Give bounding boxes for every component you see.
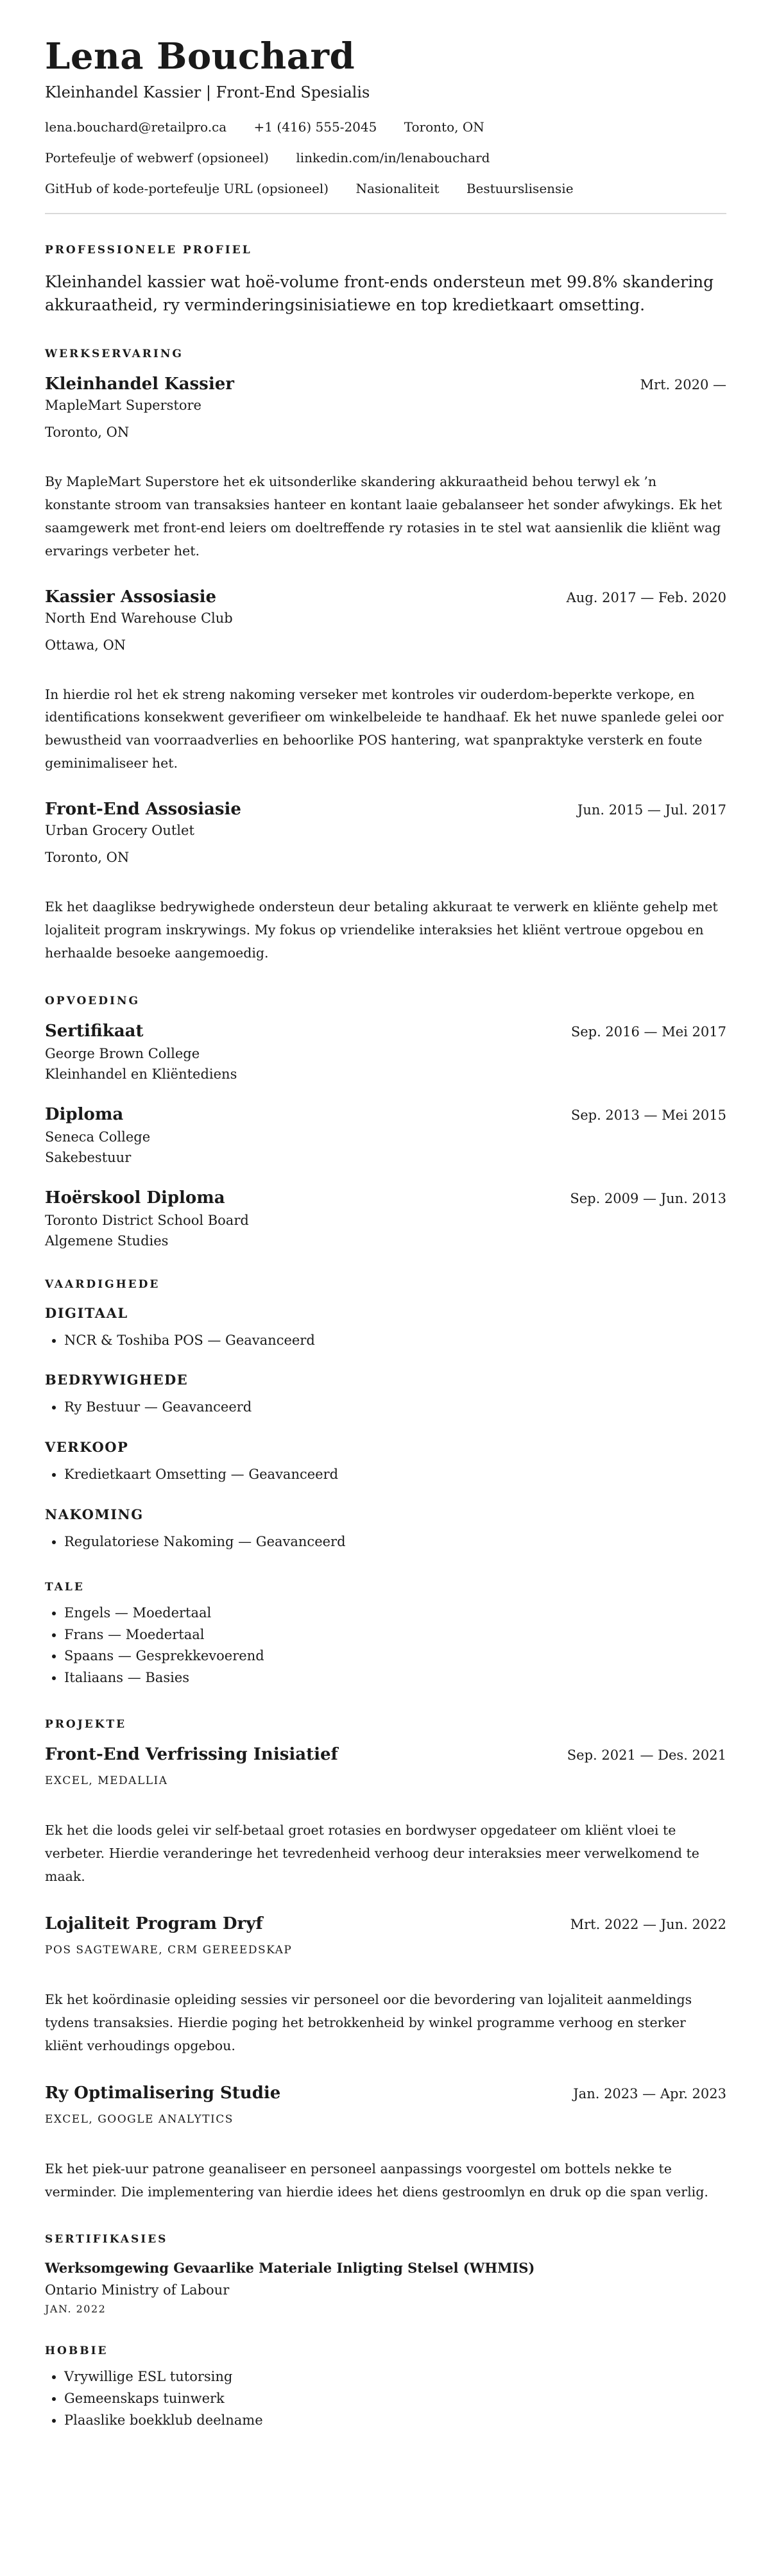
education-date: Sep. 2013 — Mei 2015 <box>570 1107 726 1123</box>
degree-title: Diploma <box>45 1104 124 1124</box>
skill-group-title: VERKOOP <box>45 1438 129 1455</box>
project-description: Ek het koördinasie opleiding sessies vir personeel oor die bevordering van lojaliteit aanmeldings tydens transaksies. Hierdie poging het betrokkenheid by winkel programme verhoog en sterker kliënt verhoudings opgebou. <box>45 1992 692 2053</box>
project-tech: EXCEL, MEDALLIA <box>45 1774 168 1788</box>
experience-section-title: WERKSERVARING <box>45 348 184 361</box>
project-tech: POS SAGTEWARE, CRM GEREEDSKAP <box>45 1944 293 1957</box>
project-entry <box>45 1745 726 1889</box>
skill-group <box>45 1439 726 1486</box>
skill-group-title: BEDRYWIGHEDE <box>45 1372 189 1388</box>
job-company: MapleMart Superstore <box>45 398 201 414</box>
header-divider <box>45 213 726 214</box>
project-title: Front-End Verfrissing Inisiatief <box>45 1745 338 1765</box>
field-of-study: Sakebestuur <box>45 1149 132 1165</box>
location: Toronto, ON <box>404 119 484 135</box>
school-name: Toronto District School Board <box>45 1212 249 1228</box>
certification-issuer: Ontario Ministry of Labour <box>45 2282 230 2298</box>
degree-title: Hoërskool Diploma <box>45 1188 225 1208</box>
project-description: Ek het piek-uur patrone geanaliseer en personeel aanpassings voorgestel om bottels nekke te verminder. Die implementering van hierdie idees het diens gestroomlyn en druk op die span verlig. <box>45 2160 708 2200</box>
skill-group-title: NAKOMING <box>45 1506 144 1522</box>
skill-group <box>45 1506 726 1553</box>
education-entry <box>45 1022 726 1082</box>
job-description: By MapleMart Superstore het ek uitsonderlike skandering akkuraatheid behou terwyl ek ’n konstante stroom van transaksies hanteer en kontant laaie gebalanseer het sonder afwykings. Ek het saamgewerk met front-end leiers om doeltreffende ry rotasies in te stel wat aansienlik die kliënt wag ervarings verbeter het. <box>45 474 723 559</box>
job-description: Ek het daaglikse bedrywighede ondersteun deur betaling akkuraat te verwerk en kliënte gehelp met lojaliteit program inskrywings. My fokus op vriendelike interaksies het kliënt vertroue opgebou en herhaalde besoeke aangemoedig. <box>45 899 718 961</box>
certifications-section-title: SERTIFIKASIES <box>45 2233 168 2246</box>
project-description: Ek het die loods gelei vir self-betaal groet rotasies en bordwyser opgedateer om kliënt vloei te verbeter. Hierdie veranderinge het tevredenheid verhoog deur interaksies meer verwelkomend te maak. <box>45 1823 699 1885</box>
job-location: Ottawa, ON <box>45 637 126 653</box>
language-item: • Italiaans — Basies <box>64 1667 726 1689</box>
education-section-title: OPVOEDING <box>45 994 141 1007</box>
profile-section-title: PROFESSIONELE PROFIEL <box>45 243 252 257</box>
language-item: • Engels — Moedertaal <box>64 1603 726 1624</box>
skill-group-title: DIGITAAL <box>45 1304 128 1321</box>
hobbies-section <box>45 2344 726 2431</box>
job-date: Jun. 2015 — Jul. 2017 <box>577 802 726 818</box>
job-date: Mrt. 2020 — <box>640 377 726 393</box>
job-title: Kassier Assosiasie <box>45 587 217 607</box>
job-company: North End Warehouse Club <box>45 610 233 626</box>
degree-title: Sertifikaat <box>45 1021 144 1041</box>
profile-summary: Kleinhandel kassier wat hoë-volume front-ends ondersteun met 99.8% skandering akkuraatheid, ry verminderingsinisiatiewe en top kredietkaart omsetting. <box>45 272 714 314</box>
project-title: Lojaliteit Program Dryf <box>45 1914 263 1934</box>
phone: +1 (416) 555-2045 <box>253 119 377 135</box>
hobby-item: • Plaaslike boekklub deelname <box>64 2410 726 2432</box>
education-entry <box>45 1188 726 1249</box>
skill-item: • Regulatoriese Nakoming — Geavanceerd <box>64 1531 726 1553</box>
project-date: Jan. 2023 — Apr. 2023 <box>573 2085 726 2101</box>
portfolio-link: Portefeulje of webwerf (opsioneel) <box>45 149 269 165</box>
skill-item: • Kredietkaart Omsetting — Geavanceerd <box>64 1464 726 1486</box>
project-date: Sep. 2021 — Des. 2021 <box>567 1747 726 1764</box>
links-line <box>45 150 726 165</box>
certification-name: Werksomgewing Gevaarlike Materiale Inligting Stelsel (WHMIS) <box>45 2260 535 2277</box>
languages-section-title: TALE <box>45 1581 85 1594</box>
skill-group <box>45 1372 726 1418</box>
contact-line <box>45 119 726 135</box>
languages-section <box>45 1581 726 1688</box>
job-location: Toronto, ON <box>45 425 130 441</box>
project-tech: EXCEL, GOOGLE ANALYTICS <box>45 2112 234 2126</box>
job-entry <box>45 375 726 563</box>
nationality: Nasionaliteit <box>355 180 440 196</box>
language-item: • Frans — Moedertaal <box>64 1624 726 1646</box>
drivers-license: Bestuurslisensie <box>466 180 574 196</box>
hobby-item: • Vrywillige ESL tutorsing <box>64 2366 726 2388</box>
language-item: • Spaans — Gesprekkevoerend <box>64 1646 726 1667</box>
headline: Kleinhandel Kassier | Front-End Spesialis <box>45 83 370 101</box>
job-date: Aug. 2017 — Feb. 2020 <box>566 589 726 605</box>
skill-item: • NCR & Toshiba POS — Geavanceerd <box>64 1330 726 1352</box>
job-company: Urban Grocery Outlet <box>45 823 194 839</box>
job-title: Kleinhandel Kassier <box>45 375 234 394</box>
school-name: George Brown College <box>45 1045 200 1061</box>
extras-line <box>45 181 726 196</box>
project-entry <box>45 2084 726 2204</box>
project-date: Mrt. 2022 — Jun. 2022 <box>570 1917 726 1933</box>
skill-item: • Ry Bestuur — Geavanceerd <box>64 1397 726 1418</box>
job-entry <box>45 587 726 776</box>
job-title: Front-End Assosiasie <box>45 800 241 820</box>
certifications-section <box>45 2233 726 2315</box>
project-entry <box>45 1914 726 2058</box>
job-entry <box>45 800 726 965</box>
resume-header <box>45 37 726 196</box>
skills-section-title: VAARDIGHEDE <box>45 1277 160 1291</box>
skill-group <box>45 1305 726 1352</box>
hobbies-section-title: HOBBIE <box>45 2344 108 2358</box>
hobby-item: • Gemeenskaps tuinwerk <box>64 2388 726 2410</box>
email: lena.bouchard@retailpro.ca <box>45 119 227 135</box>
education-date: Sep. 2009 — Jun. 2013 <box>570 1190 726 1206</box>
certification-date: JAN. 2022 <box>45 2303 107 2316</box>
job-description: In hierdie rol het ek streng nakoming verseker met kontroles vir ouderdom-beperkte verkope, en identifications konsekwent geverifieer om winkelbeleide te handhaaf. Ek het nuwe spanlede gelei oor bewustheid van voorraadverlies en behoorlike POS hantering, wat spanpraktyke versterk en foute geminimaliseer het. <box>45 686 724 771</box>
project-title: Ry Optimalisering Studie <box>45 2083 281 2103</box>
projects-section-title: PROJEKTE <box>45 1718 127 1731</box>
linkedin-link: linkedin.com/in/lenabouchard <box>296 149 490 165</box>
education-date: Sep. 2016 — Mei 2017 <box>570 1023 726 1040</box>
github-link: GitHub of kode-portefeulje URL (opsioneel) <box>45 180 329 196</box>
school-name: Seneca College <box>45 1129 151 1145</box>
field-of-study: Algemene Studies <box>45 1233 169 1249</box>
job-location: Toronto, ON <box>45 850 130 866</box>
field-of-study: Kleinhandel en Kliëntediens <box>45 1066 237 1082</box>
education-entry <box>45 1105 726 1165</box>
candidate-name: Lena Bouchard <box>45 35 355 78</box>
